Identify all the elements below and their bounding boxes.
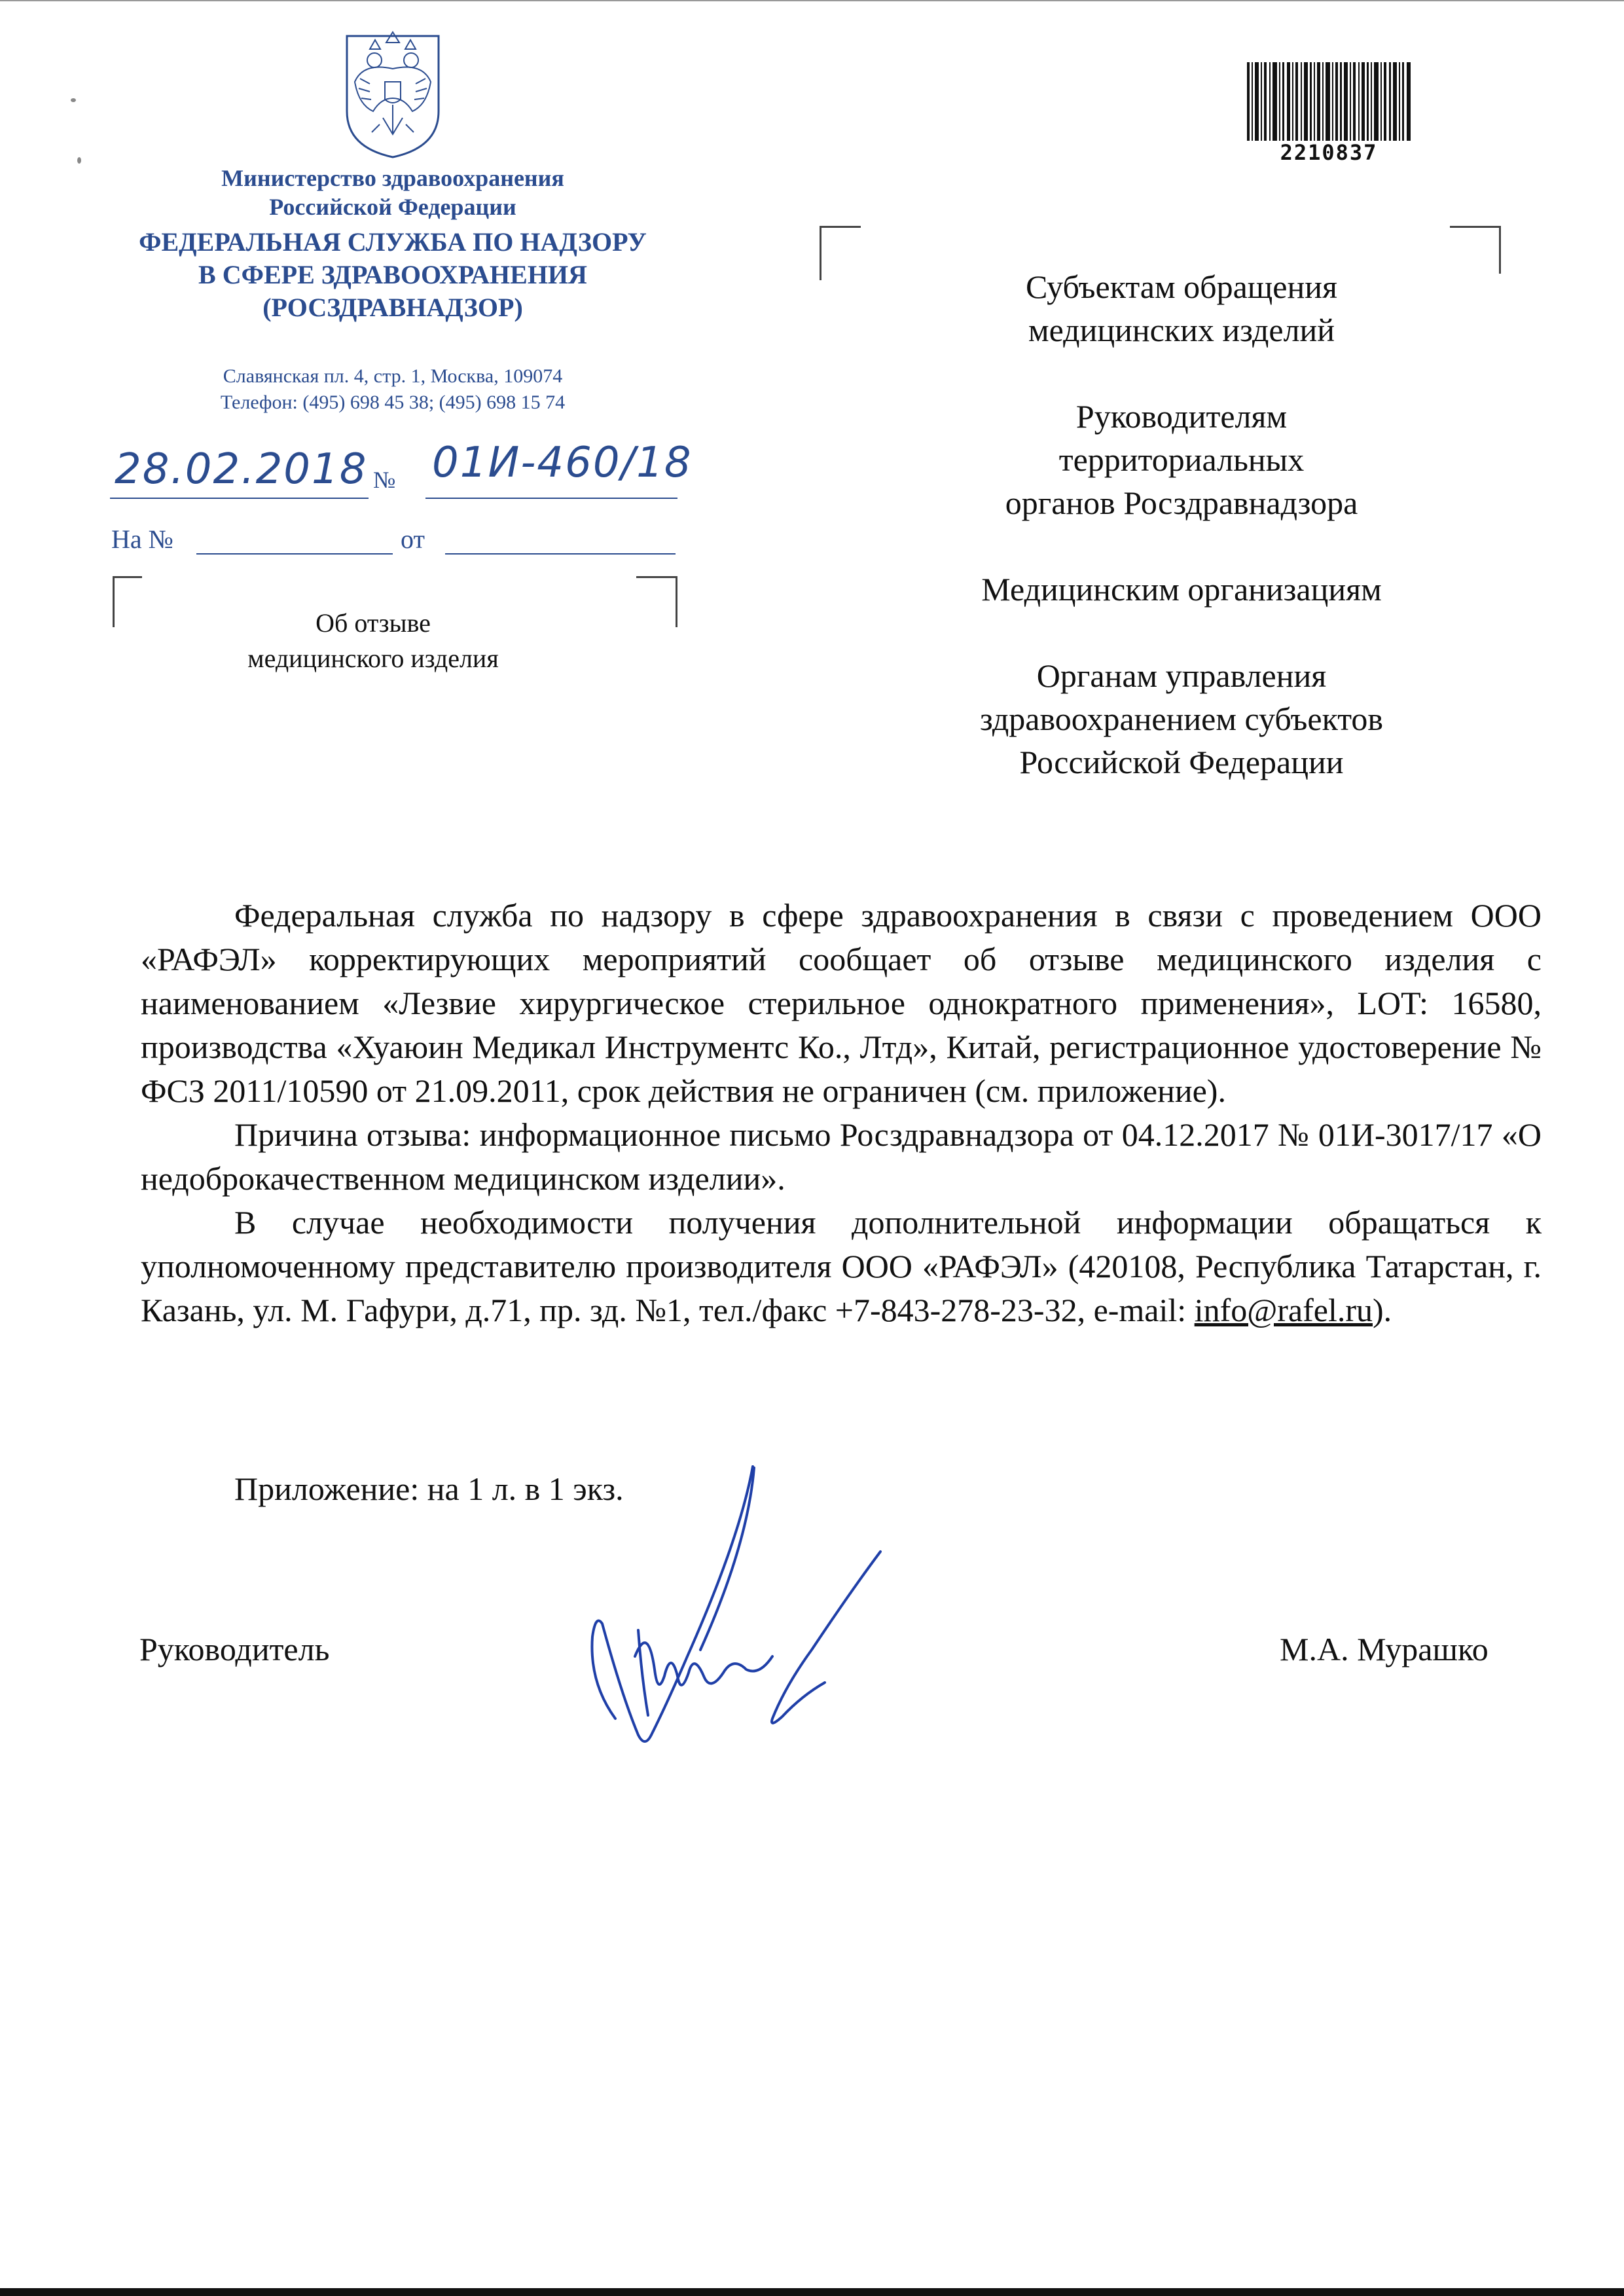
addressee-line: Медицинским организациям — [981, 571, 1382, 608]
addressee-bracket-left — [820, 226, 861, 280]
number-sign: № — [373, 467, 396, 493]
outgoing-number: 01И-460/18 — [432, 439, 693, 487]
letter-subject — [118, 606, 628, 676]
signer-title: Руководитель — [139, 1631, 330, 1667]
handwritten-signature — [576, 1460, 890, 1761]
reply-from-label: от — [401, 524, 425, 554]
scan-top-edge — [0, 0, 1624, 1]
service-line-2: В СФЕРЕ ЗДРАВООХРАНЕНИЯ — [198, 260, 587, 289]
service-line-3: (РОСЗДРАВНАДЗОР) — [262, 293, 523, 322]
service-name — [65, 226, 720, 324]
paragraph-3-text: В случае необходимости получения дополнительной информации обращаться к уполномоченному представителю производителя ООО «РАФЭЛ» (420108, Республика Татарстан, г. Казань, ул. М. Гафури, д.71, пр. зд. №1, тел./факс +7-843-278-23-32, e-mail: — [141, 1204, 1542, 1328]
body-paragraph-2: Причина отзыва: информационное письмо Росздравнадзора от 04.12.2017 № 01И-3017/17 «О недоброкачественном медицинском изделии». — [141, 1116, 1542, 1197]
reply-number-label: На № — [111, 524, 173, 554]
scan-speck — [71, 98, 76, 102]
paragraph-3-end: ). — [1373, 1292, 1392, 1328]
subject-bracket-right — [636, 576, 677, 627]
service-line-1: ФЕДЕРАЛЬНАЯ СЛУЖБА ПО НАДЗОРУ — [139, 227, 647, 257]
reply-number-underline — [196, 553, 393, 555]
subject-line-1: Об отзыве — [316, 608, 431, 638]
barcode-icon — [1247, 62, 1411, 141]
barcode-number: 2210837 — [1280, 140, 1378, 165]
subject-line-2: медицинского изделия — [247, 644, 499, 673]
addressee-line: Субъектам обращения — [1026, 268, 1337, 305]
number-underline — [425, 498, 677, 499]
service-address — [105, 363, 681, 416]
addressee-group — [871, 654, 1492, 784]
addressee-line: здравоохранением субъектов — [979, 701, 1384, 737]
scan-bottom-edge — [0, 2288, 1624, 2296]
addressee-line: территориальных — [1058, 441, 1305, 478]
date-underline — [110, 498, 369, 499]
addressee-line: Органам управления — [1036, 657, 1327, 694]
ministry-line-2: Российской Федерации — [269, 194, 516, 220]
body-paragraph-1: Федеральная служба по надзору в сфере здравоохранения в связи с проведением ООО «РАФЭЛ» корректирующих мероприятий сообщает об отзыве медицинского изделия с наименованием «Лезвие хирургическое стерильное однократного применения», LOT: 16580, производства «Хуаюин Медикал Инструментс Ко., Лтд», Китай, регистрационное удостоверение № ФСЗ 2011/10590 от 21.09.2011, срок действия не ограничен (см. приложение). — [141, 897, 1542, 1109]
addressee-block — [871, 265, 1492, 784]
addressee-group — [871, 395, 1492, 524]
reply-date-underline — [445, 553, 676, 555]
ministry-line-1: Министерство здравоохранения — [221, 165, 564, 191]
body-paragraph-3 — [141, 1201, 1542, 1332]
addressee-line: Российской Федерации — [1019, 744, 1344, 780]
addressee-line: медицинских изделий — [1028, 312, 1335, 348]
addressee-line: Руководителям — [1075, 398, 1288, 435]
email-link[interactable]: info@rafel.ru — [1194, 1292, 1373, 1328]
addressee-group — [871, 568, 1492, 611]
outgoing-date: 28.02.2018 — [115, 445, 368, 494]
attachment-note: Приложение: на 1 л. в 1 экз. — [234, 1470, 624, 1507]
address-line-1: Славянская пл. 4, стр. 1, Москва, 109074 — [223, 365, 563, 387]
coat-of-arms-icon — [334, 26, 452, 160]
address-line-2: Телефон: (495) 698 45 38; (495) 698 15 74 — [220, 392, 566, 413]
addressee-line: органов Росздравнадзора — [1005, 484, 1358, 521]
scan-speck — [77, 157, 81, 164]
ministry-name — [105, 164, 681, 221]
signer-name: М.А. Мурашко — [1280, 1631, 1489, 1667]
addressee-group — [871, 265, 1492, 352]
letter-body — [141, 894, 1542, 1332]
